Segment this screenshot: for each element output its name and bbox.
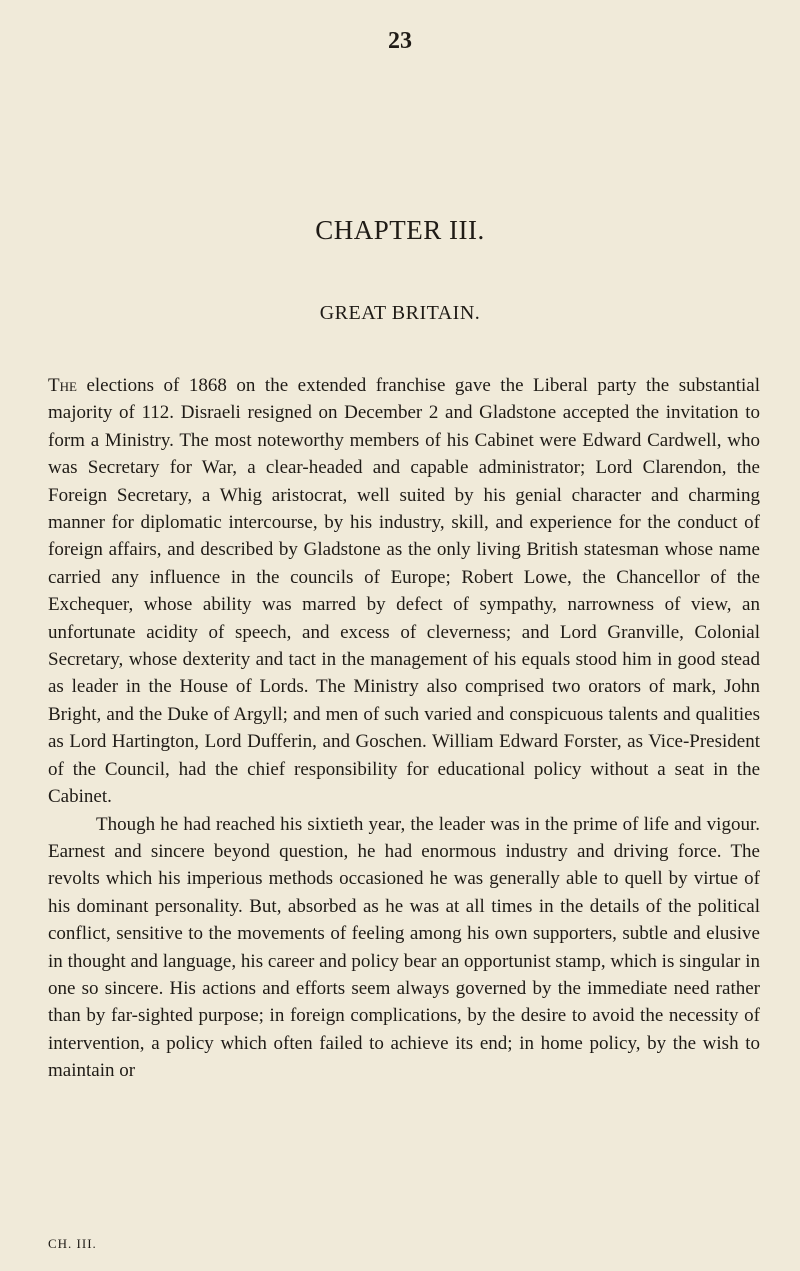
signature-mark: CH. III. [48,1236,97,1251]
page-number: 23 [388,28,412,54]
chapter-heading: CHAPTER III. [315,215,485,245]
section-heading: GREAT BRITAIN. [319,302,481,324]
paragraph-2: Though he had reached his sixtieth year, the leader was in the prime of life and vigour. Earnest and sincere beyond question, he had enormous industry and driving force. The revolts which his imperious methods occasioned he was generally able to quell by virtue of his dominant personality. But, absorbed as he was at all times in the details of the political conflict, sensitive to the movements of feeling among his own supporters, subtle and elusive in thought and language, his career and policy bear an opportunist stamp, which is singular in one so sincere. His actions and efforts seem always governed by the immediate need rather than by far-sighted purpose; in foreign complications, by the desire to avoid the necessity of intervention, a policy which often failed to achieve its end; in home policy, by the wish to maintain or [48,813,760,1082]
paragraph-1-text: elections of 1868 on the extended franchise gave the Liberal party the substantial majority of 112. Disraeli resigned on December 2 and Gladstone accepted the invitation to form a Ministry. The most noteworthy members of his Cabinet were Edward Cardwell, who was Secretary for War, a clear-headed and capable administrator; Lord Clarendon, the Foreign Secretary, a Whig aristocrat, well suited by his genial character and charming manner for diplomatic intercourse, by his industry, skill, and experience for the conduct of foreign affairs, and described by Gladstone as the only living British statesman whose name carried any influence in the councils of Europe; Robert Lowe, the Chancellor of the Exchequer, whose ability was marred by defect of sympathy, narrowness of view, an unfortunate acidity of speech, and excess of cleverness; and Lord Granville, Colonial Secretary, whose dexterity and tact in the management of his equals stood him in good stead as leader in the House of Lords. The Ministry also comprised two orators of mark, John Bright, and the Duke of Argyll; and men of such varied and conspicuous talents and qualities as Lord Hartington, Lord Dufferin, and Goschen. William Edward Forster, as Vice-President of the Council, had the chief responsibility for educational policy without a seat in the Cabinet. [48,375,760,808]
paragraph-1-first-word: The [48,375,77,396]
body-text [48,372,760,1085]
paragraph-1 [48,372,760,811]
